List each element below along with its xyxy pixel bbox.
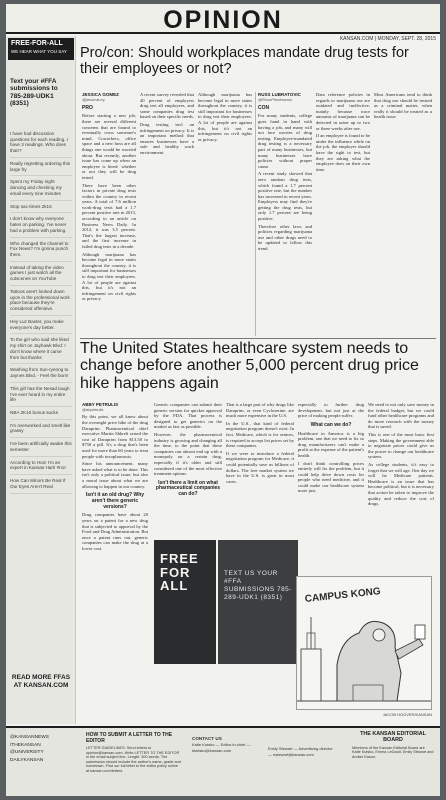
free-for-all-sidebar — [6, 36, 76, 724]
contact-info — [192, 736, 258, 754]
healthcare-paragraph: This is one of the most basic first steps. Making the government able to negotiate prices could give us the power to change our healthcare system. — [368, 431, 434, 460]
healthcare-paragraph: especially to further drug development, but not just at the price of making people suffer. — [298, 402, 364, 419]
section-title: OPINION — [163, 6, 283, 34]
ffa-item: I've been artificially awake this semester — [10, 438, 72, 456]
healthcare-column-4 — [298, 402, 364, 574]
healthcare-subhead: Isn't it an old drug? Why aren't there generic versions? — [85, 492, 145, 510]
ffa-item: How Can Minors Be Real If Our Eyes Aren't Real — [10, 475, 72, 493]
editorial-board — [352, 732, 434, 760]
editorial-board-members: Members of the Kansan Editorial Board are Katie Kutsko, Emma LeGault, Emily Stewart and Amber Eason. — [352, 745, 434, 759]
healthcare-column-1 — [82, 402, 148, 712]
con-paragraph: For many students, college goes hand in hand with having a job, and many will not face worries of drug testing. Employee-mandated drug testing is a necessary part of many businesses, but many businesses have policies without proper cause. — [258, 113, 312, 169]
facebook-link[interactable]: /THEKANSAN — [10, 742, 41, 748]
dateline: KANSAN.COM | MONDAY, SEPT. 28, 2015 — [339, 36, 436, 42]
pro-paragraph: Although marijuana has become legal in more states throughout the country, it is still important for businesses to drug test their employees. A lot of people are against this, but it's not an infringement on civil rights or privacy. — [82, 251, 136, 302]
ffa-item: Hey Luz Baxter, you make everyone's day better. — [10, 316, 72, 334]
con-paragraph: If an employee is found to be under the influence while on the job, the employer should have the right to test, but they are asking what the employee does on their own time. — [316, 133, 370, 172]
letter-submission-text: LETTER GUIDELINES: Send letters to opinion@kansan.com. Write LETTER TO THE EDITOR in the email subject line. Length: 300 words. The submission should include the author's name, grade and hometown. Find our full letter to the editor policy online at kansan.com/letters. — [86, 746, 181, 773]
pro-paragraph: Before starting a new job, there are several different concerns that are bound to eventually cross someone's mind. Coworkers, office space and a new boss are all things one would be worried about. But recently, another issue has come up when an employee is hired: whether or not they will be drug tested. — [82, 113, 136, 180]
pro-label: PRO — [82, 105, 93, 112]
ffa-item: Really regretting ordering this large fry — [10, 158, 72, 176]
pro-paragraph: Drug testing isn't an infringement on privacy. It is an important method that ensures businesses have a safe and healthy work environment. — [140, 121, 194, 155]
healthcare-paragraph: However, the pharmaceutical industry is growing and changing all the time, to the point that these companies can almost end up with a monopoly on a certain drug, especially if it's older and still considered one of the most effective treatment options. — [154, 431, 222, 477]
ffa-item: Washing from Sun-ryeong to Jaynes Blvd. - Feel the burn! — [10, 364, 72, 382]
healthcare-paragraph: Since his announcement, many have asked what is to be done. This isn't only a political issue, but also a moral issue about what we are allowing to happen in our country. — [82, 461, 148, 489]
healthcare-paragraph: Healthcare in America is a big problem, one that we need to fix so drug manufacturers can't make a profit at the expense of the patient's health. — [298, 430, 364, 458]
ffa-item: According to Hoo! I'm an expert in Kansas Hart! #no! — [10, 457, 72, 475]
ffa-item: I have had discussion questions for each reading. I have 3 readings. Who does that!? — [10, 128, 72, 158]
pro-author-handle: @jessicaLey — [82, 97, 105, 103]
cartoon-drawing — [297, 577, 431, 709]
pro-column-3 — [198, 92, 252, 338]
ffa-item: Who changed the channel to Fox News? I'm gonna punch them. — [10, 238, 72, 262]
ffa-item: I'm overworked and smelt like grassy — [10, 420, 72, 438]
newspaper-page — [6, 4, 440, 796]
cartoon-title: CAMPUS KONG — [304, 586, 382, 606]
con-column-3 — [374, 92, 432, 338]
con-author: RUSS LUBRATOVIC — [258, 92, 301, 97]
social-links — [10, 734, 76, 765]
contact-info-2 — [268, 746, 334, 757]
healthcare-paragraph: Generic companies can submit their generic version for quicker approval by the FDA. That process is designed to get generics on the market as fast as possible. — [154, 402, 222, 430]
cartoon-building — [301, 649, 321, 701]
ffa-item: To the girl who said she liked my shirt on Jayhawk Blvd: I don't know where it came from but thanks — [10, 334, 72, 364]
healthcare-paragraph: That is a large part of why drugs like Daraprim, or even Cycloserine, are much more expensive in the U.S. — [226, 402, 294, 419]
con-label: CON — [258, 105, 270, 112]
con-paragraph: Data reference policies in regards to marijuana use are outdated and ineffective, mainly because trace amounts of marijuana can be detected in urine up to two or three weeks after use. — [316, 92, 370, 131]
con-author-handle: @RussPendrowski — [258, 97, 292, 103]
column-rule — [255, 92, 256, 336]
healthcare-column-3 — [226, 402, 294, 538]
ffa-item: This girl has the Nesad laugh I've ever heard in my entire life — [10, 383, 72, 407]
healthcare-paragraph: If we were to introduce a federal negotiation program for Medicare, it could potentially save us billions of dollars. The free market system we have in the U.S. is great in most cases. — [226, 450, 294, 484]
healthcare-paragraph: I don't think controlling prices entirely will fix the problem, but it could help drive down costs for people who need medicine, and it could make our healthcare system more just. — [298, 460, 364, 494]
instagram-link[interactable]: @UNIVERSITY DAILYKANSAN — [10, 750, 44, 764]
contact-advertising: Emily Stewart — Advertising director — estewart@kansan.com — [268, 746, 333, 757]
healthcare-paragraph: As college students, it's easy to forget that we will age. One day we will be Medicare patients. Healthcare is an issue that has become political, but it is necessary that action be taken to improve the quality and reduce the cost of drugs. — [368, 461, 434, 507]
con-paragraph: A recent study showed that zero random drug tests, which found a 1.7 percent positive rate, but the number has increased in recent years. Employers may find they're getting the drug tests, but only 1.7 percent are being positive. — [258, 171, 312, 222]
pro-con-headline: Pro/con: Should workplaces mandate drug tests for their employees or not? — [80, 45, 409, 77]
editorial-board-title: THE KANSAN EDITORIAL BOARD — [360, 731, 426, 743]
contact-title: CONTACT US — [192, 736, 222, 741]
healthcare-headline: The United States healthcare system needs to change before another 5,000 percent drug price hike happens again — [80, 340, 419, 392]
ffa-item: Tattoos aren't looked down upon in the professional work place because they're considered offensive. — [10, 286, 72, 316]
ffa-item: Stop sac-times 2k15 — [10, 201, 72, 214]
editorial-cartoon — [296, 576, 432, 710]
pro-paragraph: A recent survey revealed that 40 percent of employers drug test all employees, and some companies drug test based on their specific needs. — [140, 92, 194, 120]
pro-paragraph: Although marijuana has become legal in more states throughout the country, it is still important for businesses to drug test their employees. A lot of people are against this, but it's not an infringement on civil rights or privacy. — [198, 92, 252, 142]
healthcare-paragraph: Drug companies have about 20 years on a patent for a new drug that is subjected to approval by the Food and Drug Administration. But once a patent runs out, generic companies can make the drug at a lower cost. — [82, 512, 148, 551]
section-divider — [80, 338, 436, 339]
pro-author: JESSICA GOMEZ — [82, 92, 119, 97]
healthcare-paragraph: In the U.S., that kind of federal negotiation program doesn't exist. In fact, Medicare, which is for seniors, is required to accept list prices set by these companies. — [226, 420, 294, 449]
text-submissions-ad — [218, 540, 298, 664]
free-for-all-ad-text: FREE FOR ALL — [160, 551, 199, 594]
pro-paragraph: There have been other factors in private drug tests within the country in recent years. A total of 7.6 million work-drug tests had a 1.7 percent positive rate in 2013, according to an article on Business News Daily. In 2012, it was 3.5 percent. That's the largest increase, and the first increase in failed drug tests in a decade. — [82, 182, 136, 250]
ffa-intro: Text your #FFA submissions to 785-289-UDK1 (8351) — [10, 78, 58, 108]
pro-column — [82, 92, 136, 338]
con-column-2 — [316, 92, 370, 338]
healthcare-column-5 — [368, 402, 434, 574]
cartoon-gorilla-arm — [395, 639, 423, 659]
read-more-ffa-link[interactable]: READ MORE FFAS AT KANSAN.COM — [11, 674, 71, 689]
letter-submission-title: HOW TO SUBMIT A LETTER TO THE EDITOR — [86, 732, 173, 744]
ffa-item: I don't know why everyone hates on parking. I've never had a problem with parking. — [10, 213, 72, 237]
healthcare-author-handle: @abpetrulis — [82, 407, 104, 413]
text-submissions-ad-text: TEXT US YOUR #FFA SUBMISSIONS 785-289-UDK1 (8351) — [224, 570, 292, 602]
cartoon-gorilla-face — [373, 629, 385, 641]
letter-submission-info — [86, 732, 182, 773]
twitter-link[interactable]: @KANSANNEWS — [10, 735, 49, 740]
con-paragraph: Most Americans tend to think that drug use should be treated as a criminal matter, when really it should be treated as a health issue. — [374, 92, 432, 120]
contact-editor: Katie Kutsko — Editor-in-chief — kkutsko@kansan.com — [192, 742, 251, 754]
cartoon-gorilla — [337, 621, 401, 701]
cartoon-credit: JACOB HOOVER/KANSAN — [382, 712, 432, 717]
healthcare-author: ABBY PETRULIS — [82, 402, 119, 407]
cartoon-sign — [415, 625, 425, 639]
ffa-list — [10, 128, 72, 494]
section-banner — [6, 4, 440, 34]
ffa-item: Spent my Friday night dancing and checking my email every nine minutes — [10, 176, 72, 200]
ffa-item: Instead of taking the video games I just watch all the cutscenes on YouTube — [10, 262, 72, 286]
free-for-all-ad — [154, 540, 216, 664]
pro-column-2 — [140, 92, 194, 338]
ffa-item: NBA 2K16 bonus sucks — [10, 407, 72, 420]
con-column — [258, 92, 312, 338]
healthcare-subhead: Isn't there a limit on what pharmaceutical companies can do? — [155, 479, 221, 498]
healthcare-column-2 — [154, 402, 222, 538]
healthcare-paragraph: By this point, we all know about the overnight price hike of the drug Daraprim. Pharmaceutical chief executive Martin Shkreli raised the cost of Daraprim from $13.50 to $750 a pill. It's a drug that's been used for more than 60 years to treat people with toxoplasmosis. — [82, 414, 148, 459]
healthcare-paragraph: We need to not only save money in the federal budget, but we could fund other healthcare programs and do more research with the money that is saved. — [368, 402, 434, 430]
healthcare-subhead: What can we do? — [310, 421, 352, 428]
con-paragraph: Therefore other laws and policies regarding marijuana use and other drugs need to be updated to follow this trend. — [258, 223, 312, 252]
ffa-tag — [8, 38, 74, 60]
page-footer — [6, 726, 440, 796]
ffa-tag-subtitle: WE HEAR WHAT YOU SAY — [11, 48, 67, 54]
ffa-tag-title: FREE-FOR-ALL — [11, 40, 63, 47]
